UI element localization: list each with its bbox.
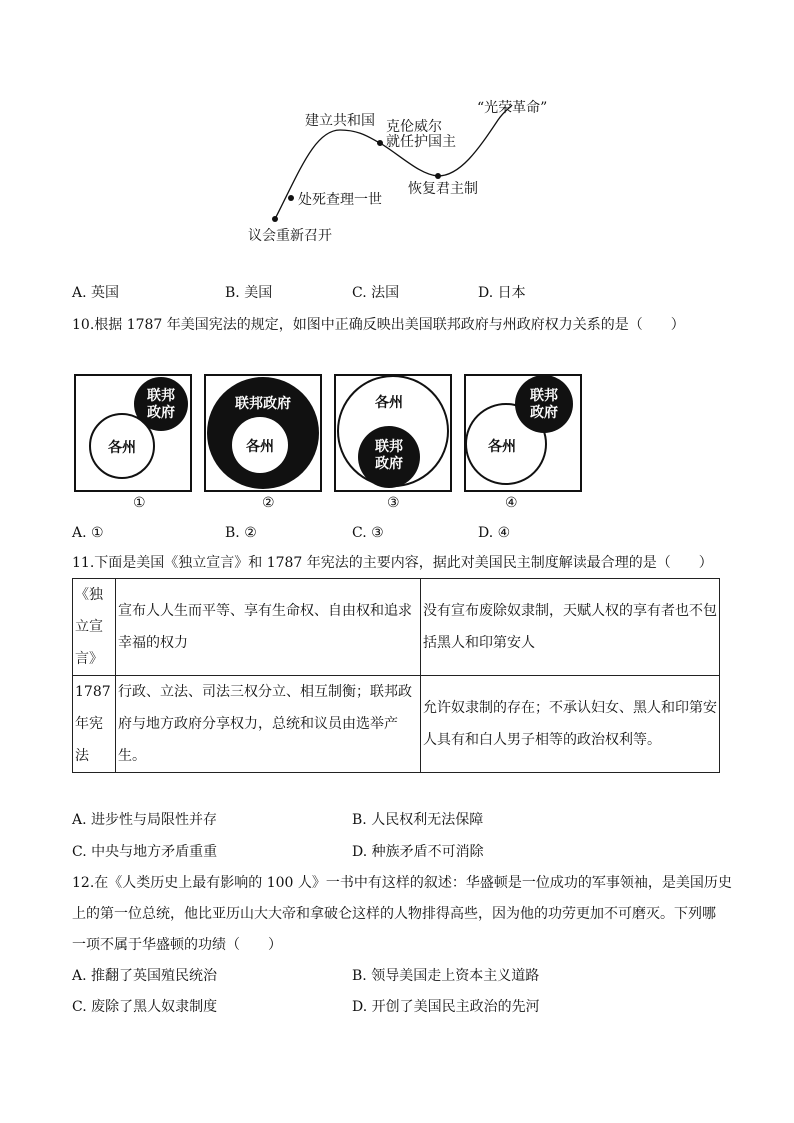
table-cell-head: 1787年宪法	[73, 676, 116, 773]
diagram-number-4: ④	[505, 495, 518, 511]
q10-option-d[interactable]: D. ④	[478, 525, 511, 541]
q12-option-d[interactable]: D. 开创了美国民主政治的先河	[352, 999, 540, 1015]
table-row	[73, 676, 720, 773]
diagram-number-1: ①	[133, 495, 146, 511]
curve-point-cromwell	[377, 140, 383, 146]
table-row	[73, 579, 720, 676]
q11-stem: 11.下面是美国《独立宣言》和 1787 年宪法的主要内容，据此对美国民主制度解读最合理的是（ ）	[72, 555, 713, 571]
label-cromwell-1: 克伦威尔	[386, 119, 442, 135]
table-cell-head: 《独立宣言》	[73, 579, 116, 676]
table-cell-note: 没有宣布废除奴隶制，天赋人权的享有者也不包括黑人和印第安人	[421, 579, 720, 676]
label-execute: 处死查理一世	[298, 192, 382, 208]
d1-fed-line2: 政府	[147, 405, 175, 421]
q11-option-c[interactable]: C. 中央与地方矛盾重重	[72, 844, 218, 860]
q9-option-d[interactable]: D. 日本	[478, 285, 526, 301]
power-diagram-2	[204, 374, 322, 492]
q10-option-b[interactable]: B. ②	[225, 525, 257, 541]
curve-point-parliament	[272, 216, 278, 222]
table-cell-note: 允许奴隶制的存在；不承认妇女、黑人和印第安人具有和白人男子相等的政治权利等。	[421, 676, 720, 773]
q9-option-c[interactable]: C. 法国	[352, 285, 400, 301]
table-cell-content: 宣布人人生而平等、享有生命权、自由权和追求幸福的权力	[116, 579, 421, 676]
d1-fed-line1: 联邦	[147, 388, 175, 404]
d1-states: 各州	[108, 440, 136, 456]
label-republic: 建立共和国	[305, 113, 375, 129]
diagram-number-2: ②	[262, 495, 275, 511]
q12-option-c[interactable]: C. 废除了黑人奴隶制度	[72, 999, 218, 1015]
q10-option-c[interactable]: C. ③	[352, 525, 384, 541]
d2-fed: 联邦政府	[235, 396, 291, 412]
power-diagram-1	[74, 374, 192, 492]
label-parliament: 议会重新召开	[248, 228, 332, 244]
q11-option-d[interactable]: D. 种族矛盾不可消除	[352, 844, 484, 860]
d4-fed-line1: 联邦	[530, 388, 558, 404]
q9-option-a[interactable]: A. 英国	[72, 285, 120, 301]
q11-table	[72, 578, 720, 773]
power-diagram-3	[334, 374, 452, 492]
curve-point-restoration	[435, 173, 441, 179]
q12-stem-line1: 12.在《人类历史上最有影响的 100 人》一书中有这样的叙述：华盛顿是一位成功的军事领袖，是美国历史	[72, 875, 732, 891]
power-diagram-4	[464, 374, 582, 492]
d2-states: 各州	[246, 439, 274, 455]
q9-option-b[interactable]: B. 美国	[225, 285, 273, 301]
d4-fed-line2: 政府	[530, 405, 558, 421]
q12-stem-line2: 上的第一位总统，他比亚历山大大帝和拿破仑这样的人物排得高些，因为他的功劳更加不可磨灭。下列哪	[72, 906, 716, 922]
q12-option-a[interactable]: A. 推翻了英国殖民统治	[72, 968, 218, 984]
diagram-number-3: ③	[387, 495, 400, 511]
d4-states: 各州	[488, 439, 516, 455]
d3-fed-line2: 政府	[375, 456, 403, 472]
d3-states: 各州	[375, 395, 403, 411]
label-restoration: 恢复君主制	[408, 181, 478, 197]
q11-option-b[interactable]: B. 人民权利无法保障	[352, 812, 484, 828]
q10-stem: 10.根据 1787 年美国宪法的规定，如图中正确反映出美国联邦政府与州政府权力关系的是（ ）	[72, 317, 685, 333]
curve-point-execute	[288, 195, 294, 201]
q12-option-b[interactable]: B. 领导美国走上资本主义道路	[352, 968, 540, 984]
q11-option-a[interactable]: A. 进步性与局限性并存	[72, 812, 218, 828]
d3-fed-line1: 联邦	[375, 439, 403, 455]
label-glorious-revolution: “光荣革命”	[477, 100, 548, 116]
table-cell-content: 行政、立法、司法三权分立、相互制衡；联邦政府与地方政府分享权力，总统和议员由选举产生。	[116, 676, 421, 773]
q10-option-a[interactable]: A. ①	[72, 525, 104, 541]
label-cromwell-2: 就任护国主	[386, 134, 456, 150]
q12-stem-line3: 一项不属于华盛顿的功绩（ ）	[72, 937, 282, 953]
